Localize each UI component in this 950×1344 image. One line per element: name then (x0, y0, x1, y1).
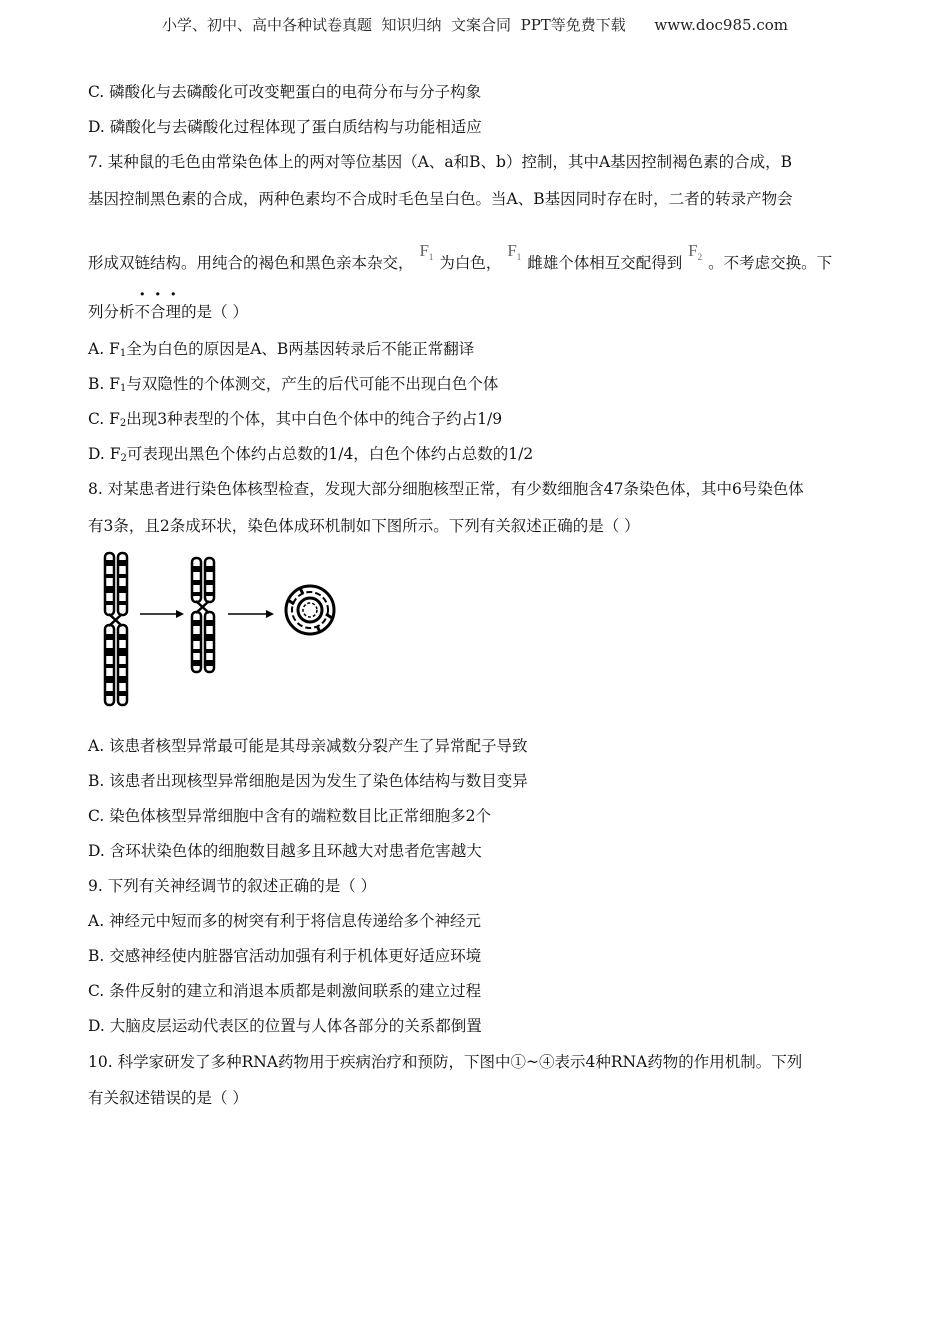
q7-line3-part-d: 。不考虑交换。下 (708, 254, 833, 272)
chromosome-broken (192, 558, 214, 672)
q7-line3-part-b: 为白色， (439, 254, 502, 272)
q8-stem-line1: 8. 对某患者进行染色体核型检查，发现大部分细胞核型正常，有少数细胞含47条染色体，其中6号染色体 (88, 480, 804, 498)
f1-letter: F (419, 241, 429, 260)
arrow-2 (228, 610, 274, 618)
f1-letter-2: F (507, 241, 517, 260)
q7-option-b-sub: 1 (120, 383, 127, 394)
q6-option-c: C. 磷酸化与去磷酸化可改变靶蛋白的电荷分布与分子构象 (88, 83, 482, 101)
q7-option-d-prefix: D. F (88, 445, 121, 463)
q8-option-b: B. 该患者出现核型异常细胞是因为发生了染色体结构与数目变异 (88, 772, 528, 790)
q8-option-d: D. 含环状染色体的细胞数目越多且环越大对患者危害越大 (88, 842, 482, 860)
q7-option-c (88, 409, 502, 434)
q7-option-b-prefix: B. F (88, 375, 120, 393)
q7-line4-part-a: 列分析 (88, 303, 135, 321)
q8-option-a: A. 该患者核型异常最可能是其母亲减数分裂产生了异常配子导致 (88, 737, 528, 755)
q9-stem: 9. 下列有关神经调节的叙述正确的是（ ） (88, 877, 377, 895)
q7-option-a-sub: 1 (119, 348, 127, 359)
f2-symbol (688, 241, 702, 263)
f2-letter: F (688, 241, 698, 260)
q7-stem-line3 (88, 241, 833, 275)
site-header: 小学、初中、高中各种试卷真题 知识归纳 文案合同 PPT等免费下载 www.doc985.com (161, 16, 788, 34)
q8-option-c: C. 染色体核型异常细胞中含有的端粒数目比正常细胞多2个 (88, 807, 492, 825)
q7-option-a-text: 全为白色的原因是A、B两基因转录后不能正常翻译 (126, 340, 475, 358)
f2-subscript: 2 (697, 252, 703, 262)
q9-option-a: A. 神经元中短而多的树突有利于将信息传递给多个神经元 (88, 912, 482, 930)
q7-stem-line2: 基因控制黑色素的合成，两种色素均不合成时毛色呈白色。当A、B基因同时存在时，二者的转录产物会 (88, 190, 793, 208)
q7-option-a (88, 339, 474, 364)
q7-option-c-text: 出现3种表型的个体，其中白色个体中的纯合子约占1/9 (126, 410, 503, 428)
q7-option-a-prefix: A. F (88, 340, 120, 358)
q7-stem-line1: 7. 某种鼠的毛色由常染色体上的两对等位基因（A、a和B、b）控制，其中A基因控制褐色素的合成，B (88, 153, 793, 171)
q6-option-d: D. 磷酸化与去磷酸化过程体现了蛋白质结构与功能相适应 (88, 118, 482, 136)
chromosome-ring-diagram (100, 548, 350, 710)
q7-option-b-text: 与双隐性的个体测交，产生的后代可能不出现白色个体 (126, 375, 499, 393)
q7-stem-line4 (88, 302, 248, 322)
q7-line3-part-a: 形成双链结构。用纯合的褐色和黑色亲本杂交， (88, 254, 414, 272)
q7-line3-part-c: 雌雄个体相互交配得到 (527, 254, 683, 272)
q7-option-d-sub: 2 (120, 453, 127, 464)
f1-subscript: 1 (428, 252, 434, 262)
emphasis-char-3: 理 (165, 303, 182, 321)
ring-chromosome (286, 586, 334, 634)
q10-stem-line1: 10. 科学家研发了多种RNA药物用于疾病治疗和预防，下图中①~④表示4种RNA药物的作用机制。下列 (88, 1053, 803, 1071)
f1-symbol (419, 241, 433, 263)
f1-symbol-2 (507, 241, 521, 263)
q7-option-c-prefix: C. F (88, 410, 120, 428)
q9-option-d: D. 大脑皮层运动代表区的位置与人体各部分的关系都倒置 (88, 1017, 482, 1035)
arrow-1 (140, 610, 184, 618)
emphasis-char-1: 不 (134, 303, 151, 321)
q7-option-d-text: 可表现出黑色个体约占总数的1/4，白色个体约占总数的1/2 (126, 445, 534, 463)
f1-subscript-2: 1 (516, 252, 522, 262)
q10-stem-line2: 有关叙述错误的是（ ） (88, 1089, 248, 1107)
q7-option-c-sub: 2 (119, 418, 127, 429)
q7-line4-part-b: 的是（ ） (181, 303, 248, 321)
q7-option-b (88, 374, 498, 399)
q8-stem-line2: 有3条，且2条成环状，染色体成环机制如下图所示。下列有关叙述正确的是（ ） (88, 517, 640, 535)
q9-option-b: B. 交感神经使内脏器官活动加强有利于机体更好适应环境 (88, 947, 482, 965)
q7-option-d (88, 444, 533, 469)
emphasis-char-2: 合 (150, 303, 166, 321)
q9-option-c: C. 条件反射的建立和消退本质都是刺激间联系的建立过程 (88, 982, 482, 1000)
